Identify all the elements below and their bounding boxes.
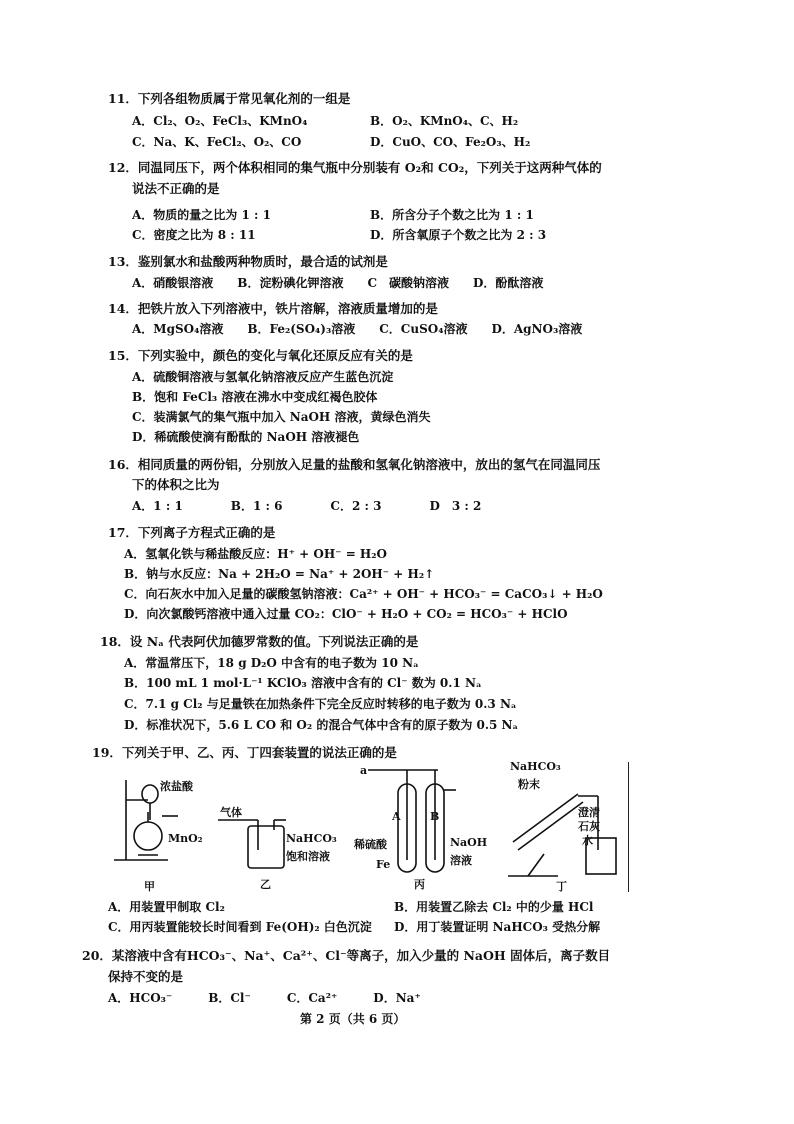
- q14-stem: 14．把铁片放入下列溶液中，铁片溶解，溶液质量增加的是: [108, 301, 438, 316]
- q15-option-a: A．硫酸铜溶液与氢氧化钠溶液反应产生蓝色沉淀: [132, 370, 394, 384]
- q16-stem-line1: 16．相同质量的两份铝，分别放入足量的盐酸和氢氧化钠溶液中，放出的氢气在同温同压: [108, 457, 601, 472]
- bing-caption: 丙: [414, 878, 425, 891]
- bing-naoh-label-2: 溶液: [450, 854, 472, 867]
- q17-option-b: B．钠与水反应：Na + 2H₂O = Na⁺ + 2OH⁻ + H₂↑: [124, 567, 435, 581]
- q17-option-d: D．向次氯酸钙溶液中通入过量 CO₂：ClO⁻ + H₂O + CO₂ = HCO₃⁻ + HClO: [124, 607, 568, 621]
- q15-option-b: B．饱和 FeCl₃ 溶液在沸水中变成红褐色胶体: [132, 390, 378, 404]
- yi-solution-label-2: 饱和溶液: [286, 850, 330, 863]
- q11-option-b: B．O₂、KMnO₄、C、H₂: [370, 114, 519, 128]
- yi-caption: 乙: [260, 878, 271, 891]
- ding-powder-label: 粉末: [518, 778, 540, 791]
- q17-stem: 17．下列离子方程式正确的是: [108, 525, 276, 540]
- q12-option-d: D．所含氧原子个数之比为 2 : 3: [370, 228, 547, 242]
- q11-option-d: D．CuO、CO、Fe₂O₃、H₂: [370, 135, 531, 149]
- q18-option-b: B．100 mL 1 mol·L⁻¹ KClO₃ 溶液中含有的 Cl⁻ 数为 0.1 Nₐ: [124, 676, 482, 690]
- q13-options: A．硝酸银溶液 B．淀粉碘化钾溶液 C 碳酸钠溶液 D．酚酞溶液: [132, 276, 544, 290]
- q18-option-d: D．标准状况下，5.6 L CO 和 O₂ 的混合气体中含有的原子数为 0.5 Nₐ: [124, 718, 519, 732]
- q19-stem: 19．下列关于甲、乙、丙、丁四套装置的说法正确的是: [92, 745, 397, 760]
- q12-option-a: A．物质的量之比为 1 : 1: [132, 208, 271, 222]
- jia-mno2-label: MnO₂: [168, 832, 203, 845]
- bing-acid-label: 稀硫酸: [354, 838, 387, 851]
- q16-stem-line2: 下的体积之比为: [132, 477, 220, 492]
- ding-limewater-label-3: 水: [582, 834, 593, 847]
- ding-limewater-label-2: 石灰: [578, 820, 600, 833]
- q12-option-b: B．所含分子个数之比为 1 : 1: [370, 208, 534, 222]
- q20-options: A．HCO₃⁻ B．Cl⁻ C．Ca²⁺ D．Na⁺: [108, 991, 421, 1005]
- jia-acid-label: 浓盐酸: [160, 780, 193, 793]
- bing-tube-A-label: A: [392, 810, 401, 823]
- q19-option-c: C．用丙装置能较长时间看到 Fe(OH)₂ 白色沉淀: [108, 920, 372, 934]
- yi-gas-label: 气体: [220, 806, 242, 819]
- ding-caption: 丁: [556, 880, 567, 893]
- q18-option-c: C．7.1 g Cl₂ 与足量铁在加热条件下完全反应时转移的电子数为 0.3 Nₐ: [124, 697, 517, 711]
- q20-stem-line1: 20．某溶液中含有HCO₃⁻、Na⁺、Ca²⁺、Cl⁻等离子，加入少量的 NaOH 固体后，离子数目: [82, 948, 611, 963]
- q19-option-b: B．用装置乙除去 Cl₂ 中的少量 HCl: [394, 900, 594, 914]
- q15-option-d: D．稀硫酸使滴有酚酞的 NaOH 溶液褪色: [132, 430, 360, 444]
- q11-stem: 11．下列各组物质属于常见氧化剂的一组是: [108, 91, 351, 106]
- diagram-right-border: [628, 762, 629, 892]
- q17-option-c: C．向石灰水中加入足量的碳酸氢钠溶液：Ca²⁺ + OH⁻ + HCO₃⁻ = CaCO₃↓ + H₂O: [124, 587, 603, 601]
- q12-stem-line1: 12．同温同压下，两个体积相同的集气瓶中分别装有 O₂和 CO₂，下列关于这两种气体的: [108, 160, 602, 175]
- q12-option-c: C．密度之比为 8 : 11: [132, 228, 256, 242]
- q18-stem: 18．设 Nₐ 代表阿伏加德罗常数的值。下列说法正确的是: [100, 634, 419, 649]
- q19-option-a: A．用装置甲制取 Cl₂: [108, 900, 225, 914]
- bing-tube-B-label: B: [430, 810, 440, 823]
- yi-solution-label-1: NaHCO₃: [286, 832, 337, 845]
- ding-limewater-label-1: 澄清: [578, 806, 600, 819]
- apparatus-diagram: [108, 760, 628, 892]
- q13-stem: 13．鉴别氯水和盐酸两种物质时，最合适的试剂是: [108, 254, 388, 269]
- ding-nahco3-label: NaHCO₃: [510, 760, 561, 773]
- q19-option-d: D．用丁装置证明 NaHCO₃ 受热分解: [394, 920, 601, 934]
- q11-option-c: C．Na、K、FeCl₂、O₂、CO: [132, 135, 302, 149]
- q12-stem-line2: 说法不正确的是: [132, 181, 220, 196]
- q20-stem-line2: 保持不变的是: [108, 969, 184, 984]
- jia-caption: 甲: [144, 880, 155, 893]
- q17-option-a: A．氢氧化铁与稀盐酸反应：H⁺ + OH⁻ = H₂O: [124, 547, 387, 561]
- q15-option-c: C．装满氯气的集气瓶中加入 NaOH 溶液，黄绿色消失: [132, 410, 431, 424]
- q11-option-a: A．Cl₂、O₂、FeCl₃、KMnO₄: [132, 114, 308, 128]
- q16-options: A．1 : 1 B．1 : 6 C．2 : 3 D 3 : 2: [132, 499, 482, 513]
- page-number: 第 2 页（共 6 页）: [300, 1012, 406, 1026]
- q18-option-a: A．常温常压下，18 g D₂O 中含有的电子数为 10 Nₐ: [124, 656, 419, 670]
- bing-fe-label: Fe: [376, 858, 391, 871]
- bing-a-label: a: [360, 764, 368, 777]
- q14-options: A．MgSO₄溶液 B．Fe₂(SO₄)₃溶液 C．CuSO₄溶液 D．AgNO₃溶液: [132, 322, 583, 336]
- bing-naoh-label-1: NaOH: [450, 836, 488, 849]
- q15-stem: 15．下列实验中，颜色的变化与氧化还原反应有关的是: [108, 348, 413, 363]
